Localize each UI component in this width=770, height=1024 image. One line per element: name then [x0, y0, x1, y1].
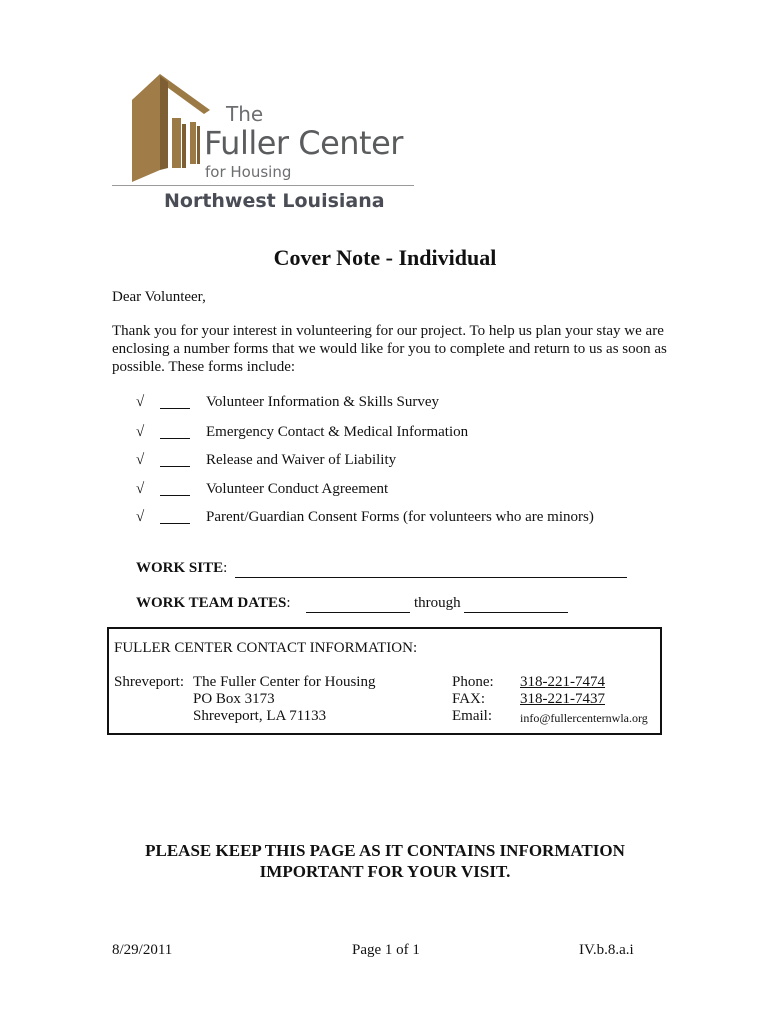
address-line: Shreveport, LA 71133	[193, 708, 327, 724]
check-icon: √	[136, 451, 145, 468]
form-blank[interactable]	[160, 454, 190, 467]
work-site-label: WORK SITE	[136, 560, 224, 576]
check-icon: √	[136, 393, 145, 410]
phone-label: Phone:	[452, 674, 494, 690]
form-label: Volunteer Conduct Agreement	[206, 480, 389, 497]
address-line: PO Box 3173	[193, 691, 275, 707]
form-label: Release and Waiver of Liability	[206, 451, 397, 468]
logo-org-name: Fuller Center	[204, 124, 403, 162]
form-label: Volunteer Information & Skills Survey	[206, 393, 440, 410]
form-blank[interactable]	[160, 483, 190, 496]
logo-region: Northwest Louisiana	[164, 190, 385, 212]
form-label: Parent/Guardian Consent Forms (for volunteers who are minors)	[206, 508, 594, 525]
email-address[interactable]: info@fullercenternwla.org	[520, 711, 648, 725]
intro-paragraph: Thank you for your interest in volunteering for our project. To help us plan your stay we are enclosing a number forms that we would like for you to complete and return to us as soon as possible. These forms include:	[112, 323, 667, 375]
notice-line: PLEASE KEEP THIS PAGE AS IT CONTAINS INFORMATION	[145, 841, 625, 860]
fax-label: FAX:	[452, 691, 486, 707]
check-icon: √	[136, 423, 145, 440]
keep-page-notice	[0, 840, 770, 882]
work-team-dates-label: WORK TEAM DATES	[136, 595, 287, 611]
logo-divider	[112, 185, 414, 186]
work-site-field: WORK SITE:	[136, 560, 627, 578]
form-item	[136, 478, 388, 500]
footer-date: 8/29/2011	[112, 942, 173, 958]
logo-subtitle: for Housing	[205, 163, 292, 181]
fax-link[interactable]: 318-221-7437	[520, 691, 605, 707]
form-blank[interactable]	[160, 396, 190, 409]
work-site-input-line[interactable]	[235, 560, 627, 578]
phone-link[interactable]: 318-221-7474	[520, 674, 605, 690]
location-label: Shreveport:	[114, 674, 184, 690]
form-label: Emergency Contact & Medical Information	[206, 423, 469, 440]
form-item	[136, 449, 396, 471]
end-date-input-line[interactable]	[464, 595, 568, 613]
form-blank[interactable]	[160, 426, 190, 439]
form-item	[136, 506, 594, 528]
email-label: Email:	[452, 708, 492, 724]
start-date-input-line[interactable]	[306, 595, 410, 613]
page-title: Cover Note - Individual	[273, 245, 497, 270]
form-blank[interactable]	[160, 511, 190, 524]
notice-line: IMPORTANT FOR YOUR VISIT.	[259, 862, 511, 881]
address-line: The Fuller Center for Housing	[193, 674, 376, 690]
logo-the: The	[226, 102, 264, 126]
through-text: through	[413, 595, 461, 611]
check-icon: √	[136, 480, 145, 497]
contact-heading: FULLER CENTER CONTACT INFORMATION:	[114, 640, 418, 656]
form-item	[136, 421, 468, 443]
footer-page-number: Page 1 of 1	[352, 942, 420, 958]
footer-doc-code: IV.b.8.a.i	[579, 942, 634, 958]
salutation: Dear Volunteer,	[112, 289, 206, 305]
check-icon: √	[136, 508, 145, 525]
work-team-dates-field: WORK TEAM DATES: through	[136, 595, 568, 613]
form-item	[136, 391, 439, 413]
